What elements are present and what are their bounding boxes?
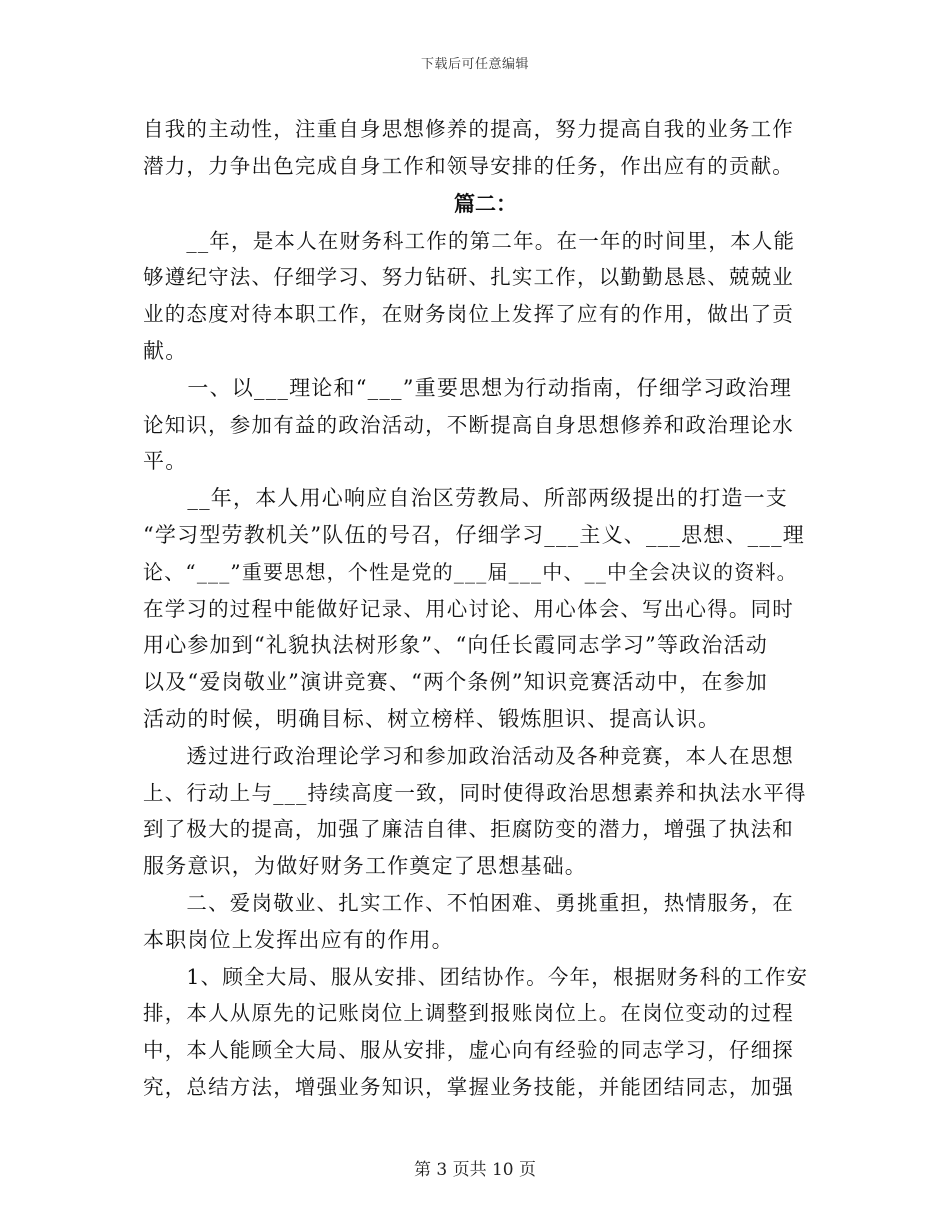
body-line: 潜力，力争出色完成自身工作和领导安排的任务，作出应有的贡献。 <box>143 153 794 178</box>
body-line: 业的态度对待本职工作，在财务岗位上发挥了应有的作用，做出了贡 <box>143 302 794 327</box>
body-line: 本职岗位上发挥出应有的作用。 <box>143 927 454 952</box>
body-line: 论、“___”重要思想，个性是党的___届___中、__中全会决议的资料。 <box>143 559 798 584</box>
body-line: 究，总结方法，增强业务知识，掌握业务技能，并能团结同志，加强 <box>143 1074 794 1099</box>
body-line: 献。 <box>143 338 188 363</box>
section-heading: 篇二： <box>454 190 517 216</box>
body-line: 二、爱岗敬业、扎实工作、不怕困难、勇挑重担，热情服务，在 <box>143 890 794 915</box>
body-line: 一、以___理论和“___”重要思想为行动指南，仔细学习政治理 <box>143 375 793 400</box>
download-note: 下载后可任意编辑 <box>420 57 529 72</box>
body-line: 活动的时候，明确目标、树立榜样、锻炼胆识、提高认识。 <box>143 706 721 731</box>
body-line: 自我的主动性，注重自身思想修养的提高，努力提高自我的业务工作 <box>143 117 794 141</box>
body-line: 在学习的过程中能做好记录、用心讨论、用心体会、写出心得。同时 <box>143 596 794 621</box>
body-line: “学习型劳教机关”队伍的号召，仔细学习___主义、___思想、___理 <box>143 522 805 547</box>
body-line: 用心参加到“礼貌执法树形象”、“向任长霞同志学习”等政治活动 <box>143 633 768 658</box>
body-line: 平。 <box>143 449 188 474</box>
body-line: __年，本人用心响应自治区劳教局、所部两级提出的打造一支 <box>143 486 788 511</box>
body-line: 到了极大的提高，加强了廉洁自律、拒腐防变的潜力，增强了执法和 <box>143 817 794 842</box>
body-line: 够遵纪守法、仔细学习、努力钻研、扎实工作，以勤勤恳恳、兢兢业 <box>143 265 794 290</box>
body-line: 论知识，参加有益的政治活动，不断提高自身思想修养和政治理论水 <box>143 412 794 437</box>
document-body <box>143 111 808 1106</box>
body-line: __年，是本人在财务科工作的第二年。在一年的时间里，本人能 <box>143 228 796 253</box>
body-line: 排，本人从原先的记账岗位上调整到报账岗位上。在岗位变动的过程 <box>143 1001 794 1026</box>
body-line: 1、顾全大局、服从安排、团结协作。今年，根据财务科的工作安 <box>143 964 809 989</box>
body-line: 透过进行政治理论学习和参加政治活动及各种竞赛，本人在思想 <box>143 743 794 768</box>
body-line: 上、行动上与___持续高度一致，同时使得政治思想素养和执法水平得 <box>143 780 807 805</box>
body-line: 以及“爱岗敬业”演讲竞赛、“两个条例”知识竞赛活动中，在参加 <box>143 670 768 695</box>
page-number: 第 3 页共 10 页 <box>413 1160 537 1180</box>
body-line: 服务意识，为做好财务工作奠定了思想基础。 <box>143 854 587 879</box>
body-line: 中，本人能顾全大局、服从安排，虚心向有经验的同志学习，仔细探 <box>143 1038 794 1063</box>
